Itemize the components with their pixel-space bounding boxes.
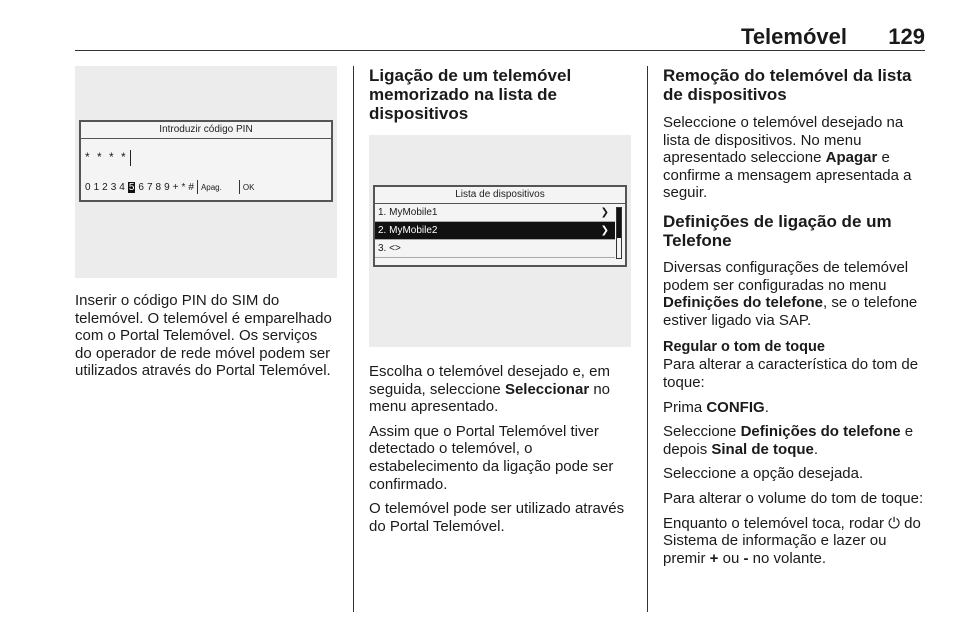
text: , se o telefone estiver ligado via SAP.: [663, 294, 918, 329]
device-list-item[interactable]: [375, 240, 615, 258]
text: Escolha o telemóvel desejado e, em seguida, seleccione: [369, 363, 610, 398]
key-separator: [197, 180, 198, 194]
pin-screen-figure: [75, 66, 337, 278]
subheading: Regular o tom de toque: [663, 339, 825, 356]
pin-key[interactable]: 5: [128, 181, 135, 193]
menu-term: Sinal de toque: [711, 440, 814, 458]
section-heading: Remoção do telemóvel da lista de dispositivos: [663, 66, 912, 104]
text: Diversas configurações de telemóvel podem ser configuradas no menu: [663, 258, 909, 294]
page-number: 129: [888, 24, 925, 49]
header-rule: [75, 50, 925, 51]
section-heading: Definições de ligação de um Telefone: [663, 211, 892, 250]
col3-paragraph-7: Para alterar o volume do tom de toque:: [663, 489, 924, 507]
pin-key[interactable]: 4: [119, 181, 125, 193]
chevron-right-icon: ❯: [600, 207, 609, 218]
col3-paragraph-2: [663, 259, 926, 329]
column-2: [369, 66, 631, 542]
pin-key[interactable]: 8: [155, 181, 162, 193]
device-list-item[interactable]: [375, 222, 615, 240]
pin-screen-title: Introduzir código PIN: [81, 122, 331, 139]
ok-key[interactable]: OK: [242, 182, 255, 192]
text: .: [813, 440, 819, 458]
list-scrollbar: [616, 207, 622, 259]
column-divider: [647, 66, 648, 612]
col1-paragraph: Inserir o código PIN do SIM do telemóvel. O telemóvel é emparelhado com o Portal Telemóvel. Os serviços do operador de rede móvel podem ser utilizados através do Portal Telemóvel.: [75, 292, 332, 380]
col3-paragraph-4: [663, 399, 926, 417]
minus-key: -: [743, 549, 749, 567]
text: Seleccione: [663, 423, 741, 441]
col3-paragraph-5: [663, 423, 926, 458]
pin-keypad: [85, 180, 254, 194]
col3-paragraph-1: [663, 114, 926, 202]
text: no volante.: [748, 549, 827, 567]
delete-key[interactable]: Apag.: [200, 182, 222, 192]
column-3: [663, 66, 926, 574]
col2-paragraph-3: O telemóvel pode ser utilizado através do Portal Telemóvel.: [369, 500, 625, 535]
button-term: CONFIG: [706, 398, 765, 416]
menu-term: Apagar: [825, 149, 878, 167]
pin-key[interactable]: 7: [146, 181, 153, 193]
text: .: [764, 398, 769, 416]
device-list-item[interactable]: [375, 204, 615, 222]
column-divider: [353, 66, 354, 612]
header-title: Telemóvel: [741, 24, 847, 49]
col3-paragraph-6: Seleccione a opção desejada.: [663, 465, 864, 483]
device-list-screen: [373, 185, 627, 267]
col3-paragraph-8: [663, 515, 926, 568]
pin-key[interactable]: 9: [164, 181, 170, 193]
rotary-knob-icon: ⏻: [888, 514, 901, 532]
pin-key[interactable]: *: [181, 181, 186, 193]
col2-paragraph-1: [369, 363, 631, 416]
device-list-title: Lista de dispositivos: [375, 187, 625, 204]
pin-key[interactable]: 0: [85, 181, 91, 193]
text: Enquanto o telemóvel toca, rodar: [663, 514, 889, 532]
col3-paragraph-3: Para alterar a característica do tom de toque:: [663, 356, 919, 391]
device-name: 3. <>: [378, 243, 401, 254]
pin-key[interactable]: 2: [102, 181, 108, 193]
text: ou: [718, 549, 744, 567]
pin-key[interactable]: 1: [93, 181, 100, 193]
text: do Sistema de informação e lazer ou premir: [663, 514, 921, 567]
menu-term: Definições do telefone: [663, 294, 824, 312]
text: Seleccione o telemóvel desejado na lista de dispositivos. No menu apresentado seleccione: [663, 114, 904, 167]
pin-key[interactable]: +: [172, 181, 179, 193]
device-name: 2. MyMobile2: [378, 225, 438, 236]
pin-key[interactable]: #: [188, 181, 194, 193]
chevron-right-icon: ❯: [600, 225, 609, 236]
menu-term: Definições do telefone: [740, 423, 901, 441]
pin-key[interactable]: 6: [138, 181, 144, 193]
device-list-figure: [369, 135, 631, 347]
pin-screen: [79, 120, 333, 202]
text-cursor: [130, 150, 132, 166]
pin-entry-value: * * * *: [85, 150, 128, 165]
page-header: [75, 22, 925, 52]
menu-term: Seleccionar: [504, 380, 590, 398]
key-separator: [239, 180, 240, 194]
plus-key: +: [709, 549, 719, 567]
pin-key[interactable]: 3: [110, 181, 117, 193]
column-1: [75, 66, 337, 380]
device-list: [375, 204, 615, 258]
device-name: 1. MyMobile1: [378, 207, 438, 218]
pin-entry-field: [85, 150, 131, 166]
scrollbar-thumb: [617, 208, 621, 238]
section-heading: Ligação de um telemóvel memorizado na lista de dispositivos: [369, 66, 572, 123]
col2-paragraph-2: Assim que o Portal Telemóvel tiver detectado o telemóvel, o estabelecimento da ligação pode ser confirmado.: [369, 422, 614, 493]
text: no menu apresentado.: [369, 380, 611, 416]
text: Prima: [663, 398, 707, 416]
text: e depois: [663, 423, 914, 458]
text: e confirme a mensagem apresentada a seguir.: [663, 149, 912, 202]
